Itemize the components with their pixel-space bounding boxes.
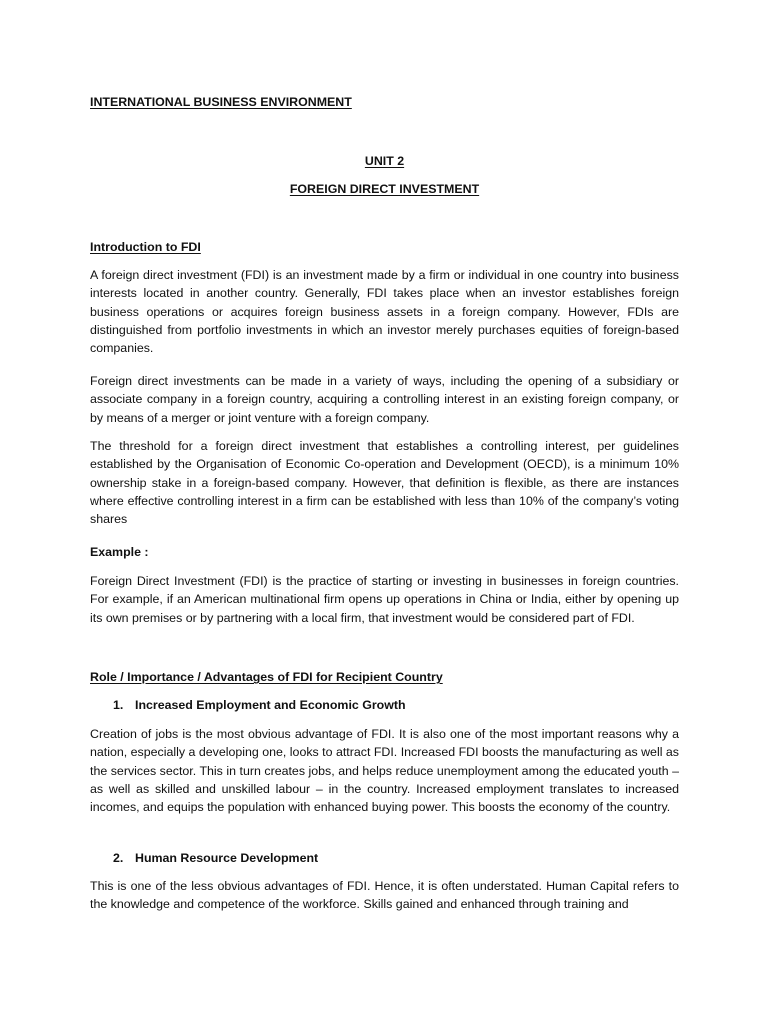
example-paragraph: Foreign Direct Investment (FDI) is the practice of starting or investing in businesses in foreign countries. For example, if an American multinational firm opens up operations in China or India, either by opening up its own premises or by partnering with a local firm, that investment would be considered part of FDI. [90, 574, 679, 625]
list-item-title: Human Resource Development [135, 851, 319, 865]
intro-paragraph-1: A foreign direct investment (FDI) is an investment made by a firm or individual in one country into business interests located in another country. Generally, FDI takes place when an investor establishes foreign business operations or acquires foreign business assets in a foreign company. However, FDIs are distinguished from portfolio investments in which an investor merely purchases equities of foreign-based companies. [90, 268, 679, 356]
list-number: 1. [113, 698, 124, 712]
example-heading: Example : [90, 545, 149, 559]
list-item-heading-1 [113, 696, 406, 714]
list-item-paragraph-1: Creation of jobs is the most obvious advantage of FDI. It is also one of the most important reasons why a nation, especially a developing one, looks to attract FDI. Increased FDI boosts the manufacturing as well as the services sector. This in turn creates jobs, and helps reduce unemployment among the educated youth – as well as skilled and unskilled labour – in the country. Increased employment translates to increased incomes, and equips the population with enhanced buying power. This boosts the economy of the country. [90, 727, 679, 815]
document-title: INTERNATIONAL BUSINESS ENVIRONMENT [90, 95, 352, 109]
role-heading: Role / Importance / Advantages of FDI for Recipient Country [90, 670, 443, 684]
list-item-title: Increased Employment and Economic Growth [135, 698, 406, 712]
unit-number: UNIT 2 [364, 154, 405, 168]
intro-paragraph-2: Foreign direct investments can be made in a variety of ways, including the opening of a subsidiary or associate company in a foreign country, acquiring a controlling interest in an existing foreign company, or by means of a merger or joint venture with a foreign company. [90, 374, 679, 425]
intro-heading: Introduction to FDI [90, 240, 201, 254]
intro-paragraph-3: The threshold for a foreign direct investment that establishes a controlling interest, per guidelines established by the Organisation of Economic Co-operation and Development (OECD), is a minimum 10% ownership stake in a foreign-based company. However, that definition is flexible, as there are instances where effective controlling interest in a firm can be established with less than 10% of the company’s voting shares [90, 439, 679, 527]
list-item-paragraph-2: This is one of the less obvious advantages of FDI. Hence, it is often understated. Human Capital refers to the knowledge and competence of the workforce. Skills gained and enhanced through training and [90, 879, 679, 912]
list-number: 2. [113, 851, 124, 865]
list-item-heading-2 [113, 849, 318, 867]
unit-title: FOREIGN DIRECT INVESTMENT [289, 182, 480, 196]
